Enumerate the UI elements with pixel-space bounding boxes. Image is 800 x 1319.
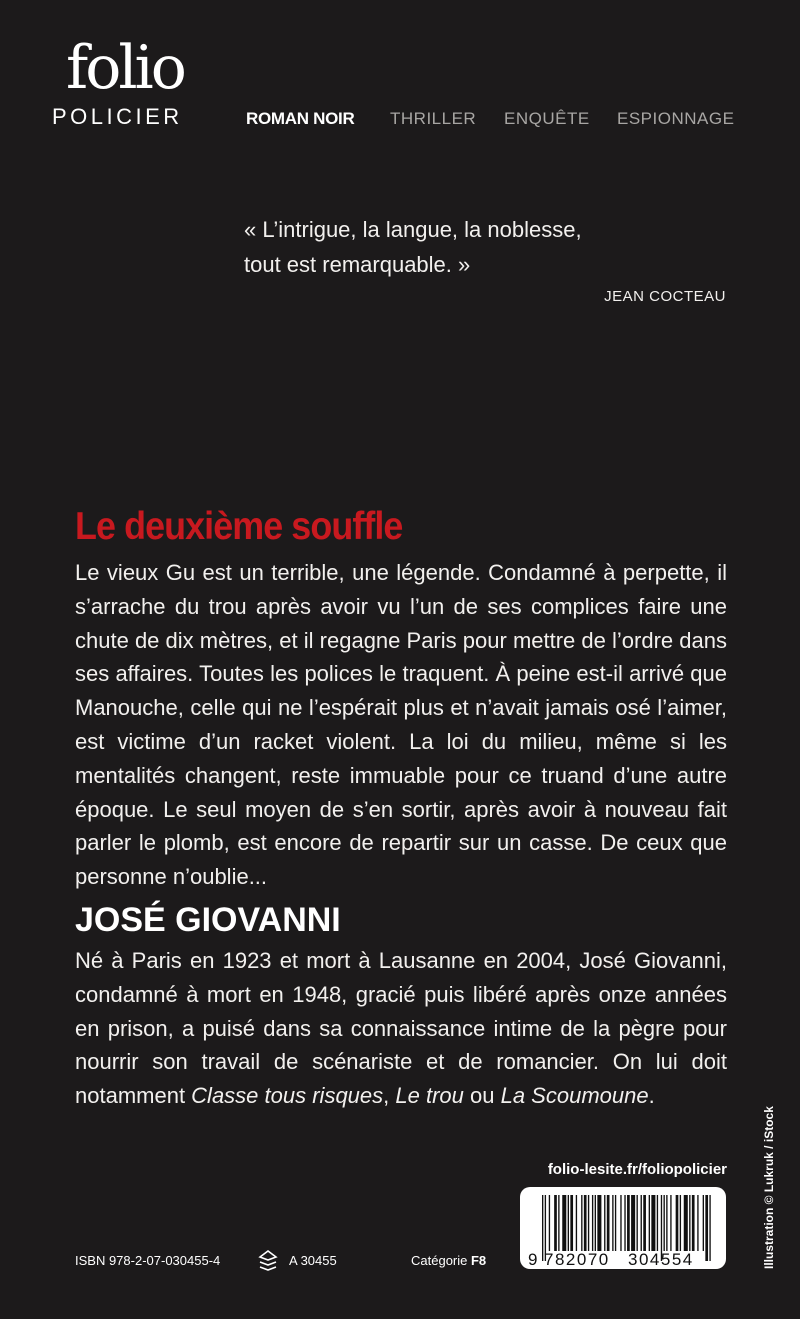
barcode-bar [684, 1195, 688, 1251]
barcode-bar [703, 1195, 704, 1251]
barcode-bar [666, 1195, 667, 1251]
quote-line-2: tout est remarquable. » [244, 252, 471, 277]
folio-logo: folio [66, 33, 184, 103]
barcode-bar [680, 1195, 681, 1251]
barcode-bar [649, 1195, 650, 1251]
illustration-credit: Illustration © Lukruk / iStock [762, 1106, 776, 1269]
barcode-bar [588, 1195, 589, 1251]
barcode-bar [558, 1195, 559, 1251]
author-bio [75, 944, 727, 1113]
bio-separator: ou [463, 1083, 501, 1109]
barcode-digits-right: 304554 [628, 1250, 694, 1269]
barcode-bar [637, 1195, 638, 1251]
barcode-bar [651, 1195, 655, 1251]
work-title: Le trou [395, 1083, 464, 1109]
barcode-bar [641, 1195, 642, 1251]
barcode-bar [657, 1195, 658, 1251]
barcode-bar [627, 1195, 630, 1251]
barcode-bar [676, 1195, 679, 1251]
product-code: A 30455 [289, 1253, 337, 1268]
barcode-bar [592, 1195, 593, 1251]
barcode-bar [562, 1195, 566, 1251]
barcode-bar [670, 1195, 671, 1251]
barcode [520, 1187, 726, 1269]
barcode-bar [692, 1195, 695, 1251]
work-title: Classe tous risques [191, 1083, 384, 1109]
barcode-bar [584, 1195, 587, 1251]
barcode-bar [607, 1195, 610, 1251]
barcode-bar [620, 1195, 621, 1251]
barcode-bar [705, 1195, 708, 1261]
barcode-bar [549, 1195, 550, 1251]
publisher-mark-icon [256, 1249, 280, 1276]
category-label: Catégorie [411, 1253, 471, 1268]
barcode-bar [581, 1195, 582, 1251]
nav-enquete: ENQUÊTE [504, 109, 590, 128]
nav-espionnage: ESPIONNAGE [617, 109, 735, 128]
barcode-bar [615, 1195, 616, 1251]
bio-separator: , [383, 1083, 396, 1109]
barcode-bar [570, 1195, 573, 1251]
barcode-bar [568, 1195, 569, 1251]
barcode-bar [604, 1195, 605, 1251]
barcode-bar [709, 1195, 710, 1261]
barcode-bar [624, 1195, 625, 1251]
barcode-bar [595, 1195, 596, 1251]
work-title: La Scoumoune [500, 1083, 649, 1109]
synopsis: Le vieux Gu est un terrible, une légende. Condamné à perpette, il s’arrache du trou après avoir vu l’un de ses complices faire une chute de dix mètres, et il regagne Paris pour mettre de l’ordre dans ses affaires. Toutes les polices le traquent. À peine est-il arrivé que Manouche, celle qui ne l’espérait plus et n’avait jamais osé l’aimer, est victime d’un racket violent. La loi du milieu, même si les mentalités changent, reste immuable pour ce truand d’une autre époque. Le seul moyen de s’en sortir, après avoir à nouveau fait parler le plomb, est encore de repartir sur un casse. De ceux que personne n’oublie... [75, 560, 727, 890]
quote-line-1: « L’intrigue, la langue, la noblesse, [244, 217, 582, 242]
barcode-digits-left: 782070 [544, 1250, 610, 1269]
quote-author: JEAN COCTEAU [604, 288, 726, 305]
barcode-bar [631, 1195, 635, 1251]
policier-logo: POLICIER [52, 104, 183, 129]
barcode-bar [664, 1195, 665, 1251]
barcode-bars [520, 1187, 726, 1269]
barcode-bar [643, 1195, 646, 1251]
review-quote [244, 212, 664, 282]
barcode-bar [554, 1195, 557, 1251]
barcode-bar [597, 1195, 601, 1251]
nav-thriller: THRILLER [390, 109, 477, 128]
barcode-digit-first: 9 [528, 1250, 538, 1269]
barcode-bar [576, 1195, 577, 1251]
isbn: ISBN 978-2-07-030455-4 [75, 1253, 221, 1268]
category-value: F8 [470, 1253, 487, 1268]
author-name: JOSÉ GIOVANNI [75, 901, 341, 939]
nav-roman-noir: ROMAN NOIR [246, 109, 355, 128]
barcode-bar [612, 1195, 613, 1251]
barcode-bar [697, 1195, 698, 1251]
website-link[interactable]: folio-lesite.fr/foliopolicier [547, 1161, 727, 1178]
book-title: Le deuxième souffle [75, 505, 403, 548]
bio-end: . [648, 1083, 655, 1109]
category [411, 1253, 486, 1268]
barcode-bar [689, 1195, 690, 1251]
bio-text: Né à Paris en 1923 et mort à Lausanne en 2004, José Giovanni, condamné à mort en 1948, gracié puis libéré après onze années en prison, a puisé dans sa connaissance intime de la pègre pour nourrir son travail de scénariste et de romancier. On lui doit notamment [75, 948, 727, 1109]
